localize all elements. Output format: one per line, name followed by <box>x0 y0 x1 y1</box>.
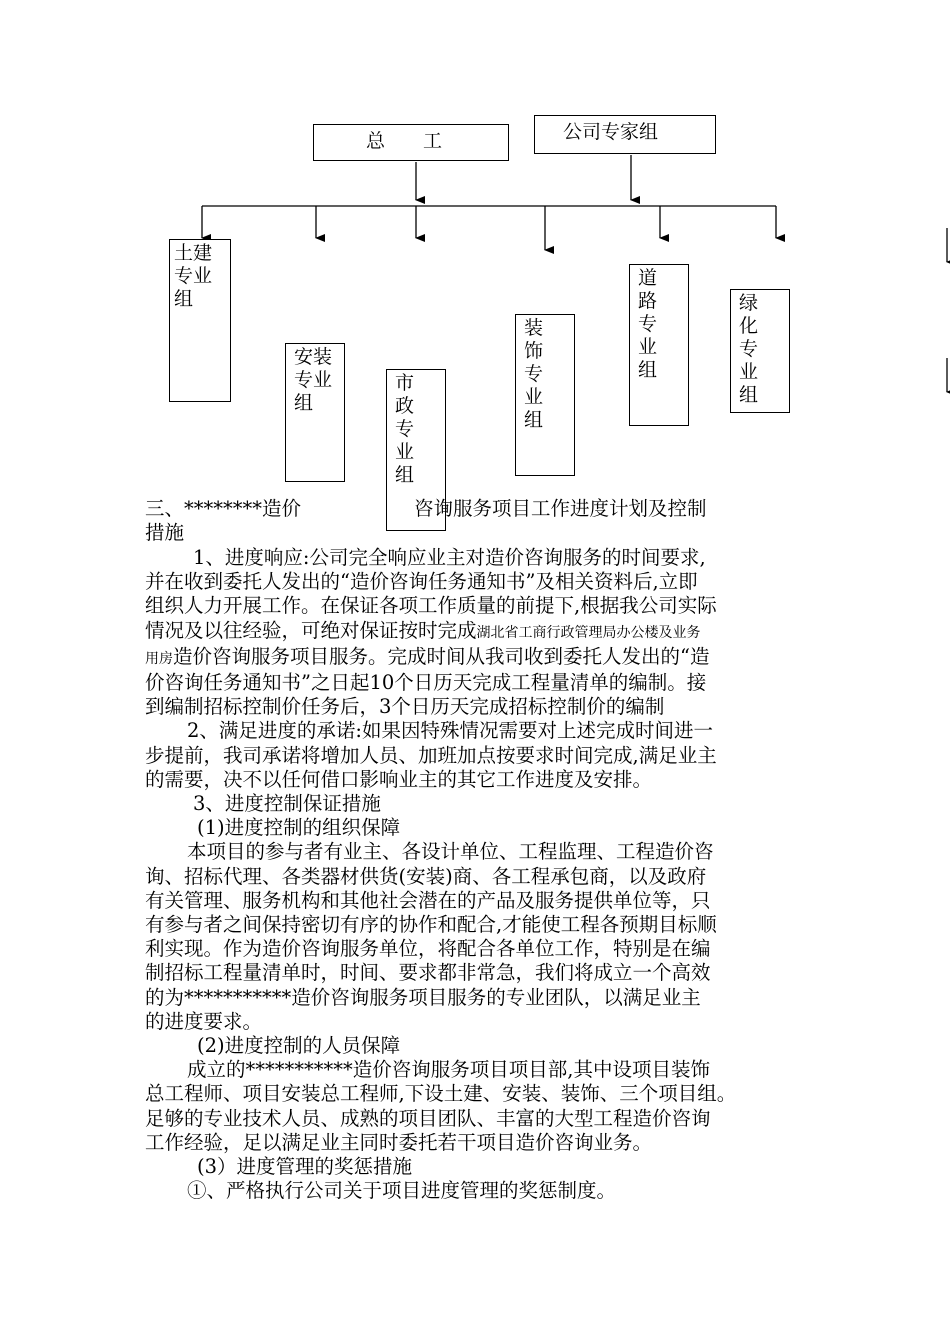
p1-line3: 组织人力开展工作。在保证各项工作质量的前提下,根据我公司实际 <box>145 594 717 618</box>
p7-line1: 成立的***********造价咨询服务项目项目部,其中设项目装饰 <box>187 1058 710 1082</box>
p5-line5: 利实现。作为造价咨询服务单位，将配合各单位工作，特别是在编 <box>145 937 711 961</box>
p1-line5b: 造价咨询服务项目服务。完成时间从我司收到委托人发出的“造 <box>173 644 710 668</box>
group-label-shizheng: 市政专业组 <box>395 372 415 486</box>
group-label-anzhuang: 安装专业组 <box>294 346 333 414</box>
group-label-lvhua: 绿化专业组 <box>739 292 759 406</box>
p7-line2: 总工程师、项目安装总工程师,下设土建、安装、装饰、三个项目组。 <box>145 1082 737 1106</box>
p1-line7: 到编制招标控制价任务后，3个日历天完成招标控制价的编制 <box>145 695 665 719</box>
chief-engineer-label: 总 工 <box>366 130 443 152</box>
p1-line4a: 情况及以往经验，可绝对保证按时完成 <box>145 618 477 642</box>
p7-line3: 足够的专业技术人员、成熟的项目团队、丰富的大型工程造价咨询 <box>145 1106 711 1130</box>
p5-line4: 有参与者之间保持密切有序的协作和配合,才能使工程各预期目标顺 <box>145 913 717 937</box>
expert-group-label: 公司专家组 <box>563 121 659 143</box>
group-box-zhuangshi <box>515 314 575 476</box>
p1-line5 <box>145 645 815 671</box>
p4-subheading: (1)进度控制的组织保障 <box>197 816 401 840</box>
p1-line6: 价咨询任务通知书”之日起10个日历天完成工程量清单的编制。接 <box>145 671 707 695</box>
group-box-tujian <box>169 239 231 402</box>
heading-part1: 三、********造价 <box>145 497 302 520</box>
heading-part2: 咨询服务项目工作进度计划及控制 <box>414 497 707 520</box>
p5-line7: 的为***********造价咨询服务项目服务的专业团队，以满足业主 <box>145 985 701 1009</box>
p1-line4 <box>145 619 815 645</box>
chief-engineer-box <box>313 124 509 161</box>
p5-line2: 询、招标代理、各类器材供货(安装)商、各工程承包商，以及政府 <box>145 864 707 888</box>
org-chart-connectors <box>0 0 950 560</box>
p5-line8: 的进度要求。 <box>145 1009 263 1033</box>
group-label-daolu: 道路专业组 <box>638 267 658 381</box>
expert-group-box <box>534 115 716 154</box>
p5-line3: 有关管理、服务机构和其他社会潜在的产品及服务提供单位等，只 <box>145 888 711 912</box>
heading-part3: 措施 <box>145 521 185 545</box>
p1-line4b: 湖北省工商行政管理局办公楼及业务 <box>476 624 701 641</box>
group-box-lvhua <box>730 289 790 413</box>
group-box-anzhuang <box>285 343 345 482</box>
p8-subheading: (3）进度管理的奖惩措施 <box>197 1155 413 1179</box>
p1-line2: 并在收到委托人发出的“造价咨询任务通知书”及相关资料后,立即 <box>145 570 698 594</box>
p2-line3: 的需要，决不以任何借口影响业主的其它工作进度及安排。 <box>145 767 653 791</box>
p5-line1: 本项目的参与者有业主、各设计单位、工程监理、工程造价咨 <box>187 840 714 864</box>
section-heading <box>145 497 815 545</box>
group-label-zhuangshi: 装饰专业组 <box>524 317 544 431</box>
p6-subheading: (2)进度控制的人员保障 <box>197 1034 401 1058</box>
p7-line4: 工作经验，足以满足业主同时委托若干项目造价咨询业务。 <box>145 1130 653 1154</box>
p2-line2: 步提前，我司承诺将增加人员、加班加点按要求时间完成,满足业主 <box>145 743 717 767</box>
body-text <box>145 546 815 1203</box>
group-label-tujian: 土建专业组 <box>174 242 213 310</box>
p1-line1: 1、进度响应:公司完全响应业主对造价咨询服务的时间要求, <box>193 546 706 569</box>
p9-line1: ①、严格执行公司关于项目进度管理的奖惩制度。 <box>187 1179 617 1203</box>
p3-heading: 3、进度控制保证措施 <box>193 792 381 816</box>
p5-line6: 制招标工程量清单时，时间、要求都非常急，我们将成立一个高效 <box>145 961 711 985</box>
group-box-daolu <box>629 264 689 426</box>
p1-line5a: 用房 <box>145 650 173 667</box>
p2-line1: 2、满足进度的承诺:如果因特殊情况需要对上述完成时间进一 <box>187 719 713 743</box>
